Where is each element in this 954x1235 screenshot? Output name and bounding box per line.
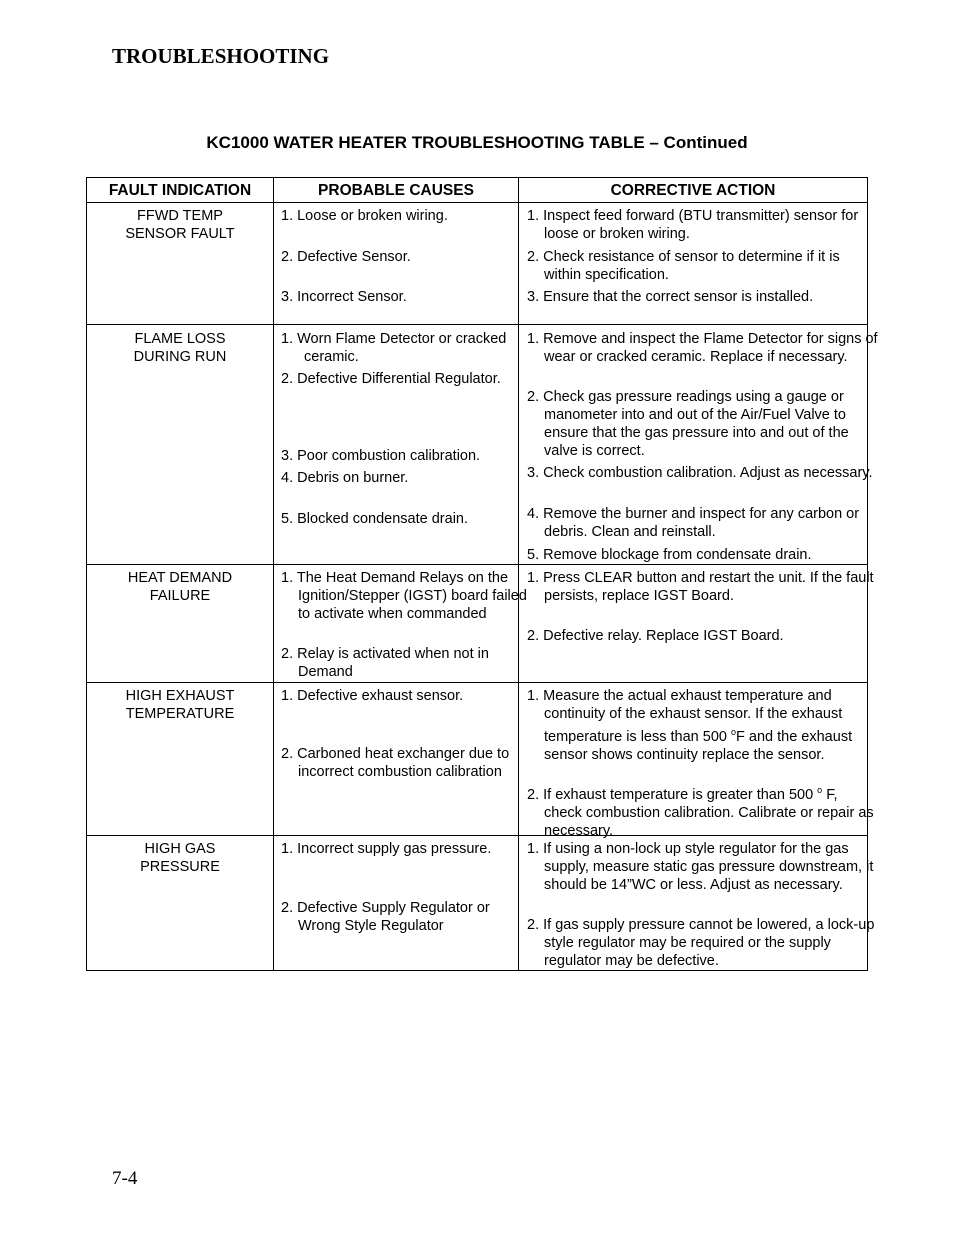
corrective-action	[527, 687, 878, 764]
degree-symbol: o	[731, 727, 737, 737]
fault-indication	[88, 840, 272, 876]
probable-cause: 2. Defective Supply Regulator or Wrong Style Regulator	[281, 900, 490, 934]
corrective-action: 2. Defective relay. Replace IGST Board.	[527, 628, 784, 644]
probable-cause: 5. Blocked condensate drain.	[281, 511, 469, 527]
action-text: F, check combustion calibration. Calibrate or repair as necessary.	[544, 786, 874, 839]
probable-cause: 3. Incorrect Sensor.	[281, 289, 407, 305]
page-number: 7-4	[112, 1168, 138, 1189]
fault-line: PRESSURE	[140, 859, 220, 875]
table-border-top	[86, 177, 868, 178]
corrective-action: 5. Remove blockage from condensate drain.	[527, 547, 812, 563]
probable-cause: 2. Carboned heat exchanger due to incorrect combustion calibration	[281, 746, 510, 780]
corrective-action: 2. Check gas pressure readings using a gauge or manometer into and out of the Air/Fuel Valve to ensure that the gas pressure into and out of the valve is correct.	[527, 389, 849, 459]
probable-cause: 1. The Heat Demand Relays on the Ignition/Stepper (IGST) board failed to activate when commanded	[281, 570, 527, 622]
probable-cause: 3. Poor combustion calibration.	[281, 448, 481, 464]
corrective-action: 1. Inspect feed forward (BTU transmitter) sensor for loose or broken wiring.	[527, 208, 859, 242]
column-header-fault: FAULT INDICATION	[108, 182, 252, 199]
corrective-action: 1. Press CLEAR button and restart the unit. If the fault persists, replace IGST Board.	[527, 570, 874, 604]
action-text: F and the exhaust sensor shows continuity replace the sensor.	[544, 728, 853, 763]
probable-cause: 1. Loose or broken wiring.	[281, 208, 448, 224]
column-header-action: CORRECTIVE ACTION	[610, 182, 776, 199]
degree-symbol: o	[817, 785, 823, 795]
column-header-causes: PROBABLE CAUSES	[318, 182, 474, 199]
corrective-action	[527, 781, 878, 840]
fault-line: TEMPERATURE	[125, 706, 235, 722]
probable-cause: 1. Worn Flame Detector or cracked ceramic.	[281, 331, 507, 365]
table-border-left	[86, 177, 87, 971]
fault-line: SENSOR FAULT	[125, 226, 235, 242]
corrective-action: 3. Ensure that the correct sensor is installed.	[527, 289, 814, 305]
action-text: 2. If exhaust temperature is greater than 500	[527, 786, 818, 803]
corrective-action: 1. Remove and inspect the Flame Detector for signs of wear or cracked ceramic. Replace if necessary.	[527, 331, 878, 365]
fault-indication	[88, 330, 272, 366]
row-divider	[86, 564, 868, 565]
fault-line: DURING RUN	[133, 349, 227, 365]
fault-line: FFWD TEMP	[137, 208, 223, 224]
probable-cause: 1. Incorrect supply gas pressure.	[281, 841, 492, 857]
row-divider	[86, 324, 868, 325]
probable-cause: 2. Relay is activated when not in Demand	[281, 646, 489, 680]
probable-cause: 2. Defective Differential Regulator.	[281, 371, 501, 387]
corrective-action: 4. Remove the burner and inspect for any carbon or debris. Clean and reinstall.	[527, 506, 860, 540]
column-divider	[273, 177, 274, 971]
fault-indication	[88, 569, 272, 605]
table-border-bottom	[86, 970, 868, 971]
header-divider	[86, 202, 868, 203]
fault-indication	[88, 207, 272, 243]
corrective-action: 3. Check combustion calibration. Adjust as necessary.	[527, 465, 873, 481]
corrective-action: 1. If using a non-lock up style regulator for the gas supply, measure static gas pressure downstream, it should be 14”WC or less. Adjust as necessary.	[527, 841, 874, 893]
action-text: 1. Measure the actual exhaust temperature and continuity of the exhaust sensor. If the exhaust temperature is less than 500	[527, 688, 843, 745]
row-divider	[86, 682, 868, 683]
fault-line: HIGH EXHAUST	[125, 688, 235, 704]
probable-cause: 4. Debris on burner.	[281, 470, 409, 486]
fault-indication	[88, 687, 272, 723]
table-title: KC1000 WATER HEATER TROUBLESHOOTING TABLE – Continued	[206, 133, 748, 152]
section-title: TROUBLESHOOTING	[112, 44, 330, 68]
probable-cause: 1. Defective exhaust sensor.	[281, 688, 464, 704]
probable-cause: 2. Defective Sensor.	[281, 249, 411, 265]
fault-line: HIGH GAS	[144, 841, 216, 857]
fault-line: FLAME LOSS	[134, 331, 226, 347]
corrective-action: 2. If gas supply pressure cannot be lowered, a lock-up style regulator may be required or the supply regulator may be defective.	[527, 917, 875, 969]
fault-line: FAILURE	[149, 588, 211, 604]
fault-line: HEAT DEMAND	[127, 570, 233, 586]
corrective-action: 2. Check resistance of sensor to determine if it is within specification.	[527, 249, 840, 283]
